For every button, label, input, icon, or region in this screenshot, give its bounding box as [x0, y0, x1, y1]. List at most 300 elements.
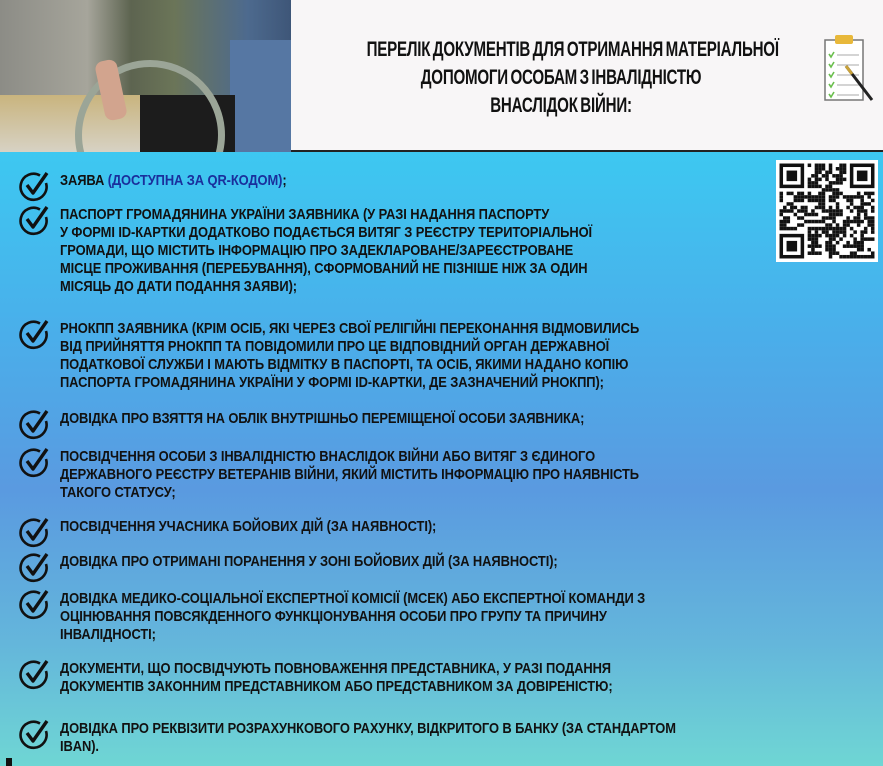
qr-module — [808, 178, 812, 182]
qr-module — [801, 195, 805, 199]
qr-module — [815, 227, 819, 231]
qr-module — [825, 216, 829, 220]
qr-module — [867, 248, 871, 252]
qr-module — [815, 167, 819, 171]
item-line-text: МІСЯЦЬ ДО ДАТИ ПОДАННЯ ЗАЯВИ); — [60, 278, 298, 295]
qr-module — [857, 223, 861, 227]
qr-module — [815, 178, 819, 182]
item-line-text: ДОВІДКА ПРО ВЗЯТТЯ НА ОБЛІК ВНУТРІШНЬО ПЕРЕМІЩЕНОЇ ОСОБИ ЗАЯВНИКА; — [60, 410, 585, 427]
qr-module — [783, 223, 787, 227]
item-line — [60, 518, 436, 536]
checkmark-circle-icon — [18, 204, 50, 236]
qr-module — [804, 195, 808, 199]
qr-module — [811, 227, 815, 231]
qr-module — [825, 244, 829, 248]
qr-module — [839, 209, 843, 213]
qr-module — [829, 227, 833, 231]
qr-module — [780, 223, 784, 227]
qr-module — [850, 202, 854, 206]
qr-module — [787, 216, 791, 220]
item-line — [60, 678, 613, 696]
qr-code[interactable] — [776, 160, 878, 262]
item-line — [60, 356, 639, 374]
item-line-text: ЗАЯВА — [60, 172, 108, 189]
qr-module — [822, 230, 826, 234]
qr-availability-note: (ДОСТУПНА ЗА QR-КОДОМ) — [107, 172, 283, 189]
qr-module — [815, 213, 819, 217]
qr-module — [822, 227, 826, 231]
qr-module — [846, 206, 850, 210]
qr-module — [815, 195, 819, 199]
qr-module — [811, 244, 815, 248]
qr-module — [825, 178, 829, 182]
title-line: ДОПОМОГИ ОСОБАМ З ІНВАЛІДНІСТЮ — [420, 66, 702, 89]
qr-module — [794, 199, 798, 203]
qr-module — [853, 251, 857, 255]
qr-module — [832, 188, 836, 192]
qr-module — [825, 185, 829, 189]
qr-module — [850, 227, 854, 231]
qr-module — [832, 192, 836, 196]
qr-module — [797, 192, 801, 196]
qr-module — [783, 220, 787, 224]
qr-module — [818, 199, 822, 203]
qr-module — [825, 174, 829, 178]
qr-module — [871, 255, 875, 259]
qr-module — [829, 206, 833, 210]
qr-module — [815, 244, 819, 248]
qr-module — [871, 220, 875, 224]
qr-module — [843, 164, 847, 168]
title-line: ПЕРЕЛІК ДОКУМЕНТІВ ДЛЯ ОТРИМАННЯ МАТЕРІАЛЬНОЇ — [366, 38, 779, 61]
qr-module — [780, 199, 784, 203]
qr-module — [825, 230, 829, 234]
item-line-text: ПАСПОРТ ГРОМАДЯНИНА УКРАЇНИ ЗАЯВНИКА (У РАЗІ НАДАННЯ ПАСПОРТУ — [60, 206, 550, 223]
qr-module — [815, 251, 819, 255]
qr-module — [832, 237, 836, 241]
item-line-text: ДОВІДКА МЕДИКО-СОЦІАЛЬНОЇ ЕКСПЕРТНОЇ КОМІСІЇ (МСЕК) АБО ЕКСПЕРТНОЇ КОМАНДИ З — [60, 590, 646, 607]
qr-module — [825, 248, 829, 252]
qr-module — [829, 251, 833, 255]
qr-module — [822, 188, 826, 192]
qr-module — [801, 223, 805, 227]
qr-module — [853, 237, 857, 241]
qr-module — [818, 220, 822, 224]
qr-module — [780, 227, 784, 231]
qr-module — [829, 164, 833, 168]
qr-module — [871, 230, 875, 234]
qr-module — [818, 192, 822, 196]
qr-module — [829, 216, 833, 220]
qr-module — [822, 206, 826, 210]
qr-module — [832, 195, 836, 199]
qr-module — [780, 192, 784, 196]
qr-module — [832, 244, 836, 248]
qr-module — [857, 241, 861, 245]
qr-module — [794, 206, 798, 210]
qr-module — [808, 199, 812, 203]
qr-module — [808, 164, 812, 168]
qr-module — [804, 220, 808, 224]
qr-module — [857, 192, 861, 196]
qr-module — [815, 237, 819, 241]
qr-module — [843, 171, 847, 175]
qr-module — [808, 234, 812, 238]
qr-module — [850, 251, 854, 255]
qr-module — [797, 199, 801, 203]
item-line — [60, 338, 639, 356]
qr-module — [853, 230, 857, 234]
qr-module — [846, 255, 850, 259]
qr-module — [818, 195, 822, 199]
qr-module — [783, 206, 787, 210]
qr-module — [843, 220, 847, 224]
qr-module — [829, 188, 833, 192]
qr-module — [857, 209, 861, 213]
qr-module — [808, 195, 812, 199]
page-title — [366, 36, 779, 120]
item-line — [60, 660, 613, 678]
qr-module — [846, 199, 850, 203]
qr-module — [801, 206, 805, 210]
qr-module — [864, 209, 868, 213]
qr-module — [832, 251, 836, 255]
qr-module — [818, 167, 822, 171]
qr-module — [843, 195, 847, 199]
qr-module — [846, 244, 850, 248]
item-line — [60, 738, 676, 756]
qr-module — [829, 234, 833, 238]
qr-module — [822, 192, 826, 196]
qr-module — [860, 248, 864, 252]
item-line-text: ПОСВІДЧЕННЯ УЧАСНИКА БОЙОВИХ ДІЙ (ЗА НАЯВНОСТІ); — [60, 518, 437, 535]
qr-module — [801, 216, 805, 220]
qr-module — [811, 220, 815, 224]
item-line-text: ПОСВІДЧЕННЯ ОСОБИ З ІНВАЛІДНІСТЮ ВНАСЛІДОК ВІЙНИ АБО ВИТЯГ З ЄДИНОГО — [60, 448, 596, 465]
qr-module — [864, 213, 868, 217]
qr-module — [860, 241, 864, 245]
qr-module — [846, 241, 850, 245]
qr-module — [790, 209, 794, 213]
item-line — [60, 224, 592, 242]
qr-module — [808, 237, 812, 241]
qr-module — [860, 220, 864, 224]
qr-module — [783, 209, 787, 213]
qr-module — [871, 223, 875, 227]
item-line — [60, 410, 584, 428]
qr-module — [871, 227, 875, 231]
qr-module — [808, 220, 812, 224]
qr-module — [836, 188, 840, 192]
item-text — [60, 660, 613, 696]
item-line — [60, 206, 592, 224]
qr-module — [818, 171, 822, 175]
qr-module — [843, 223, 847, 227]
qr-module — [843, 230, 847, 234]
qr-module — [808, 185, 812, 189]
qr-module — [822, 167, 826, 171]
qr-module — [832, 220, 836, 224]
qr-module — [815, 199, 819, 203]
item-line-text: ДОВІДКА ПРО ОТРИМАНІ ПОРАНЕННЯ У ЗОНІ БОЙОВИХ ДІЙ (ЗА НАЯВНОСТІ); — [60, 553, 558, 570]
qr-module — [780, 195, 784, 199]
qr-module — [811, 237, 815, 241]
photo-person-legs — [230, 40, 291, 152]
qr-module — [808, 251, 812, 255]
qr-module — [790, 227, 794, 231]
qr-module — [822, 202, 826, 206]
qr-module — [829, 185, 833, 189]
qr-module — [811, 241, 815, 245]
qr-module — [836, 195, 840, 199]
qr-module — [787, 227, 791, 231]
qr-module — [818, 202, 822, 206]
item-text — [60, 172, 287, 190]
qr-module — [832, 174, 836, 178]
qr-module — [811, 174, 815, 178]
qr-module — [864, 202, 868, 206]
title-line: ВНАСЛІДОК ВІЙНИ: — [490, 94, 632, 117]
item-line-text: ДОВІДКА ПРО РЕКВІЗИТИ РОЗРАХУНКОВОГО РАХУНКУ, ВІДКРИТОГО В БАНКУ (ЗА СТАНДАРТОМ — [60, 720, 676, 737]
qr-module — [804, 206, 808, 210]
qr-module — [843, 244, 847, 248]
qr-module — [818, 185, 822, 189]
qr-module — [811, 209, 815, 213]
item-line — [60, 172, 287, 190]
decorative-mark — [6, 758, 12, 766]
qr-module — [818, 164, 822, 168]
qr-module — [825, 171, 829, 175]
qr-module — [815, 181, 819, 185]
qr-module — [818, 244, 822, 248]
qr-module — [825, 188, 829, 192]
qr-module — [836, 167, 840, 171]
item-line — [60, 484, 639, 502]
qr-module — [836, 230, 840, 234]
qr-module — [822, 209, 826, 213]
item-line-text: ТАКОГО СТАТУСУ; — [60, 484, 176, 501]
qr-module — [811, 195, 815, 199]
qr-module — [860, 202, 864, 206]
qr-module — [780, 220, 784, 224]
qr-module — [857, 244, 861, 248]
qr-module — [829, 171, 833, 175]
qr-module — [853, 220, 857, 224]
qr-finder — [787, 241, 798, 252]
qr-module — [829, 199, 833, 203]
qr-module — [829, 244, 833, 248]
qr-module — [829, 181, 833, 185]
qr-module — [783, 216, 787, 220]
item-line-text: ПАСПОРТА ГРОМАДЯНИНА УКРАЇНИ У ФОРМІ ID-КАРТКИ, ДЕ ЗАЗНАЧЕНИЙ РНОКПП); — [60, 374, 604, 391]
qr-module — [871, 192, 875, 196]
qr-module — [815, 220, 819, 224]
item-text — [60, 410, 584, 428]
qr-module — [867, 192, 871, 196]
qr-module — [867, 255, 871, 259]
qr-module — [818, 234, 822, 238]
qr-module — [832, 181, 836, 185]
qr-module — [836, 213, 840, 217]
clipboard-checklist-icon — [822, 32, 876, 104]
qr-module — [818, 227, 822, 231]
item-line-text: ІНВАЛІДНОСТІ; — [60, 626, 156, 643]
qr-module — [836, 206, 840, 210]
qr-module — [822, 174, 826, 178]
checkmark-circle-icon — [18, 446, 50, 478]
qr-module — [829, 237, 833, 241]
item-line — [60, 260, 592, 278]
qr-module — [811, 251, 815, 255]
qr-module — [815, 241, 819, 245]
qr-module — [864, 216, 868, 220]
qr-module — [857, 248, 861, 252]
header-panel — [291, 0, 883, 152]
qr-module — [829, 255, 833, 259]
qr-module — [839, 227, 843, 231]
qr-module — [843, 178, 847, 182]
qr-module — [860, 230, 864, 234]
qr-module — [839, 192, 843, 196]
qr-module — [860, 206, 864, 210]
qr-module — [790, 202, 794, 206]
qr-module — [864, 255, 868, 259]
qr-module — [825, 209, 829, 213]
qr-module — [839, 255, 843, 259]
wheelchair-photo — [0, 0, 291, 152]
qr-module — [850, 244, 854, 248]
qr-module — [867, 237, 871, 241]
qr-module — [829, 241, 833, 245]
qr-module — [867, 195, 871, 199]
qr-module — [846, 195, 850, 199]
item-line — [60, 320, 639, 338]
qr-module — [860, 199, 864, 203]
qr-module — [825, 241, 829, 245]
qr-module — [850, 195, 854, 199]
qr-module — [871, 209, 875, 213]
qr-module — [839, 167, 843, 171]
qr-module — [853, 216, 857, 220]
qr-module — [839, 181, 843, 185]
qr-module — [853, 244, 857, 248]
qr-module — [818, 206, 822, 210]
qr-module — [836, 227, 840, 231]
item-line-text: ВІД ПРИЙНЯТТЯ РНОКПП ТА ПОВІДОМИЛИ ПРО ЦЕ ВІДПОВІДНИЙ ОРГАН ДЕРЖАВНОЇ — [60, 338, 610, 355]
item-line-text: РНОКПП ЗАЯВНИКА (КРІМ ОСІБ, ЯКІ ЧЕРЕЗ СВОЇ РЕЛІГІЙНІ ПЕРЕКОНАННЯ ВІДМОВИЛИСЬ — [60, 320, 640, 337]
qr-module — [836, 174, 840, 178]
qr-module — [801, 209, 805, 213]
checkmark-circle-icon — [18, 718, 50, 750]
checkmark-circle-icon — [18, 551, 50, 583]
qr-module — [790, 192, 794, 196]
qr-finder — [857, 171, 868, 182]
qr-module — [787, 202, 791, 206]
qr-module — [787, 209, 791, 213]
item-text — [60, 518, 436, 536]
qr-module — [797, 216, 801, 220]
qr-module — [850, 220, 854, 224]
qr-module — [839, 213, 843, 217]
item-line-text: ПОДАТКОВОЇ СЛУЖБИ І МАЮТЬ ВІДМІТКУ В ПАСПОРТІ, ТА ОСІБ, ЯКИМИ НАДАНО КОПІЮ — [60, 356, 629, 373]
qr-module — [860, 237, 864, 241]
item-line — [60, 626, 645, 644]
item-text — [60, 590, 645, 644]
qr-module — [829, 248, 833, 252]
qr-module — [857, 220, 861, 224]
qr-module — [822, 164, 826, 168]
qr-module — [797, 195, 801, 199]
qr-module — [864, 227, 868, 231]
qr-finder — [787, 171, 798, 182]
qr-module — [857, 206, 861, 210]
qr-module — [811, 248, 815, 252]
qr-module — [864, 192, 868, 196]
qr-module — [780, 209, 784, 213]
qr-module — [829, 195, 833, 199]
item-line-text: МІСЦЕ ПРОЖИВАННЯ (ПЕРЕБУВАННЯ), СФОРМОВАНИЙ НЕ ПІЗНІШЕ НІЖ ЗА ОДИН — [60, 260, 588, 277]
qr-module — [860, 195, 864, 199]
qr-module — [832, 209, 836, 213]
qr-module — [871, 206, 875, 210]
item-text — [60, 320, 639, 392]
qr-module — [815, 230, 819, 234]
qr-module — [839, 171, 843, 175]
qr-module — [815, 206, 819, 210]
item-line-text: ДОКУМЕНТИ, ЩО ПОСВІДЧУЮТЬ ПОВНОВАЖЕННЯ ПРЕДСТАВНИКА, У РАЗІ ПОДАННЯ — [60, 660, 612, 677]
qr-module — [853, 241, 857, 245]
qr-module — [815, 174, 819, 178]
qr-module — [811, 199, 815, 203]
qr-module — [808, 192, 812, 196]
qr-module — [871, 251, 875, 255]
qr-module — [811, 181, 815, 185]
qr-module — [853, 195, 857, 199]
item-line — [60, 608, 645, 626]
qr-module — [839, 164, 843, 168]
item-line-tail: ; — [282, 172, 287, 189]
qr-module — [815, 164, 819, 168]
qr-module — [811, 185, 815, 189]
checkmark-circle-icon — [18, 408, 50, 440]
qr-module — [846, 216, 850, 220]
qr-module — [822, 220, 826, 224]
qr-module — [839, 178, 843, 182]
qr-module — [794, 213, 798, 217]
checkmark-circle-icon — [18, 318, 50, 350]
item-line — [60, 720, 676, 738]
qr-module — [808, 230, 812, 234]
qr-module — [794, 227, 798, 231]
qr-module — [836, 209, 840, 213]
item-line — [60, 374, 639, 392]
item-text — [60, 206, 592, 296]
qr-module — [836, 181, 840, 185]
qr-module — [832, 234, 836, 238]
item-line — [60, 590, 645, 608]
qr-module — [857, 255, 861, 259]
qr-module — [801, 199, 805, 203]
qr-module — [825, 227, 829, 231]
qr-module — [822, 199, 826, 203]
qr-module — [815, 234, 819, 238]
qr-module — [822, 216, 826, 220]
qr-module — [871, 216, 875, 220]
qr-module — [787, 220, 791, 224]
item-line-text: IBAN). — [60, 738, 99, 755]
qr-module — [794, 195, 798, 199]
qr-module — [850, 209, 854, 213]
